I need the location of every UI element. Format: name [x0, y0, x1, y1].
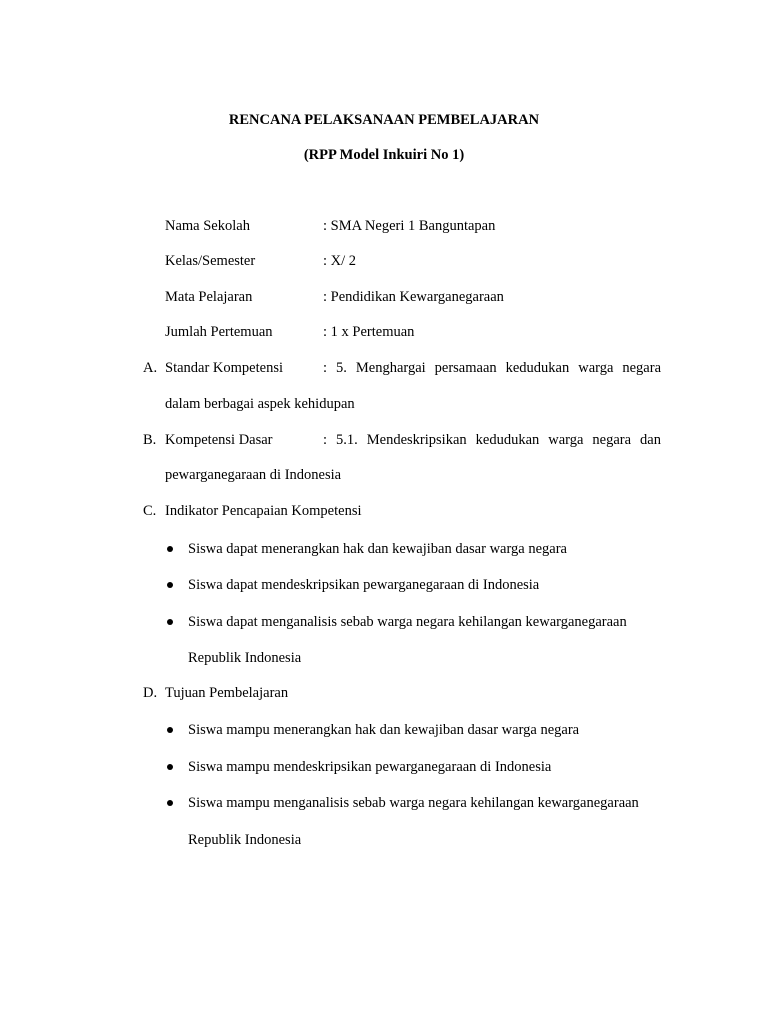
bullet-icon: [167, 619, 173, 625]
list-item: Siswa dapat menerangkan hak dan kewajiban dasar warga negara: [188, 541, 567, 557]
bullet-icon: [167, 764, 173, 770]
list-item: Siswa mampu menerangkan hak dan kewajiban dasar warga negara: [188, 722, 580, 738]
identity-label: Mata Pelajaran: [165, 289, 253, 305]
bullet-icon: [167, 800, 173, 806]
identity-label: Kelas/Semester: [165, 253, 256, 269]
section-value: : 5. Menghargai persamaan kedudukan warga negara: [323, 360, 661, 376]
bullet-icon: [167, 546, 173, 552]
section-value: : 5.1. Mendeskripsikan kedudukan warga negara dan: [323, 432, 661, 448]
section-label: Kompetensi Dasar: [165, 432, 273, 448]
list-item-continuation: Republik Indonesia: [188, 650, 302, 666]
section-continuation: pewarganegaraan di Indonesia: [165, 467, 342, 483]
identity-label: Jumlah Pertemuan: [165, 324, 273, 340]
section-letter: A.: [143, 360, 158, 376]
list-item: Siswa mampu menganalisis sebab warga negara kehilangan kewarganegaraan: [188, 795, 639, 811]
identity-value: : Pendidikan Kewarganegaraan: [323, 289, 504, 305]
identity-value: : X/ 2: [323, 253, 357, 269]
list-item: Siswa dapat mendeskripsikan pewarganegaraan di Indonesia: [188, 577, 540, 593]
section-letter: C.: [143, 503, 157, 519]
list-item: Siswa mampu mendeskripsikan pewarganegaraan di Indonesia: [188, 759, 552, 775]
bullet-icon: [167, 727, 173, 733]
document-subtitle: (RPP Model Inkuiri No 1): [303, 147, 465, 163]
identity-value: : 1 x Pertemuan: [323, 324, 415, 340]
section-heading: Tujuan Pembelajaran: [165, 685, 289, 701]
list-item: Siswa dapat menganalisis sebab warga negara kehilangan kewarganegaraan: [188, 614, 627, 630]
section-letter: B.: [143, 432, 157, 448]
section-label: Standar Kompetensi: [165, 360, 283, 376]
identity-label: Nama Sekolah: [165, 218, 250, 234]
section-heading: Indikator Pencapaian Kompetensi: [165, 503, 362, 519]
document-title: RENCANA PELAKSANAAN PEMBELAJARAN: [228, 112, 540, 128]
list-item-continuation: Republik Indonesia: [188, 832, 302, 848]
bullet-icon: [167, 582, 173, 588]
identity-value: : SMA Negeri 1 Banguntapan: [323, 218, 496, 234]
section-letter: D.: [143, 685, 158, 701]
section-continuation: dalam berbagai aspek kehidupan: [165, 396, 355, 412]
